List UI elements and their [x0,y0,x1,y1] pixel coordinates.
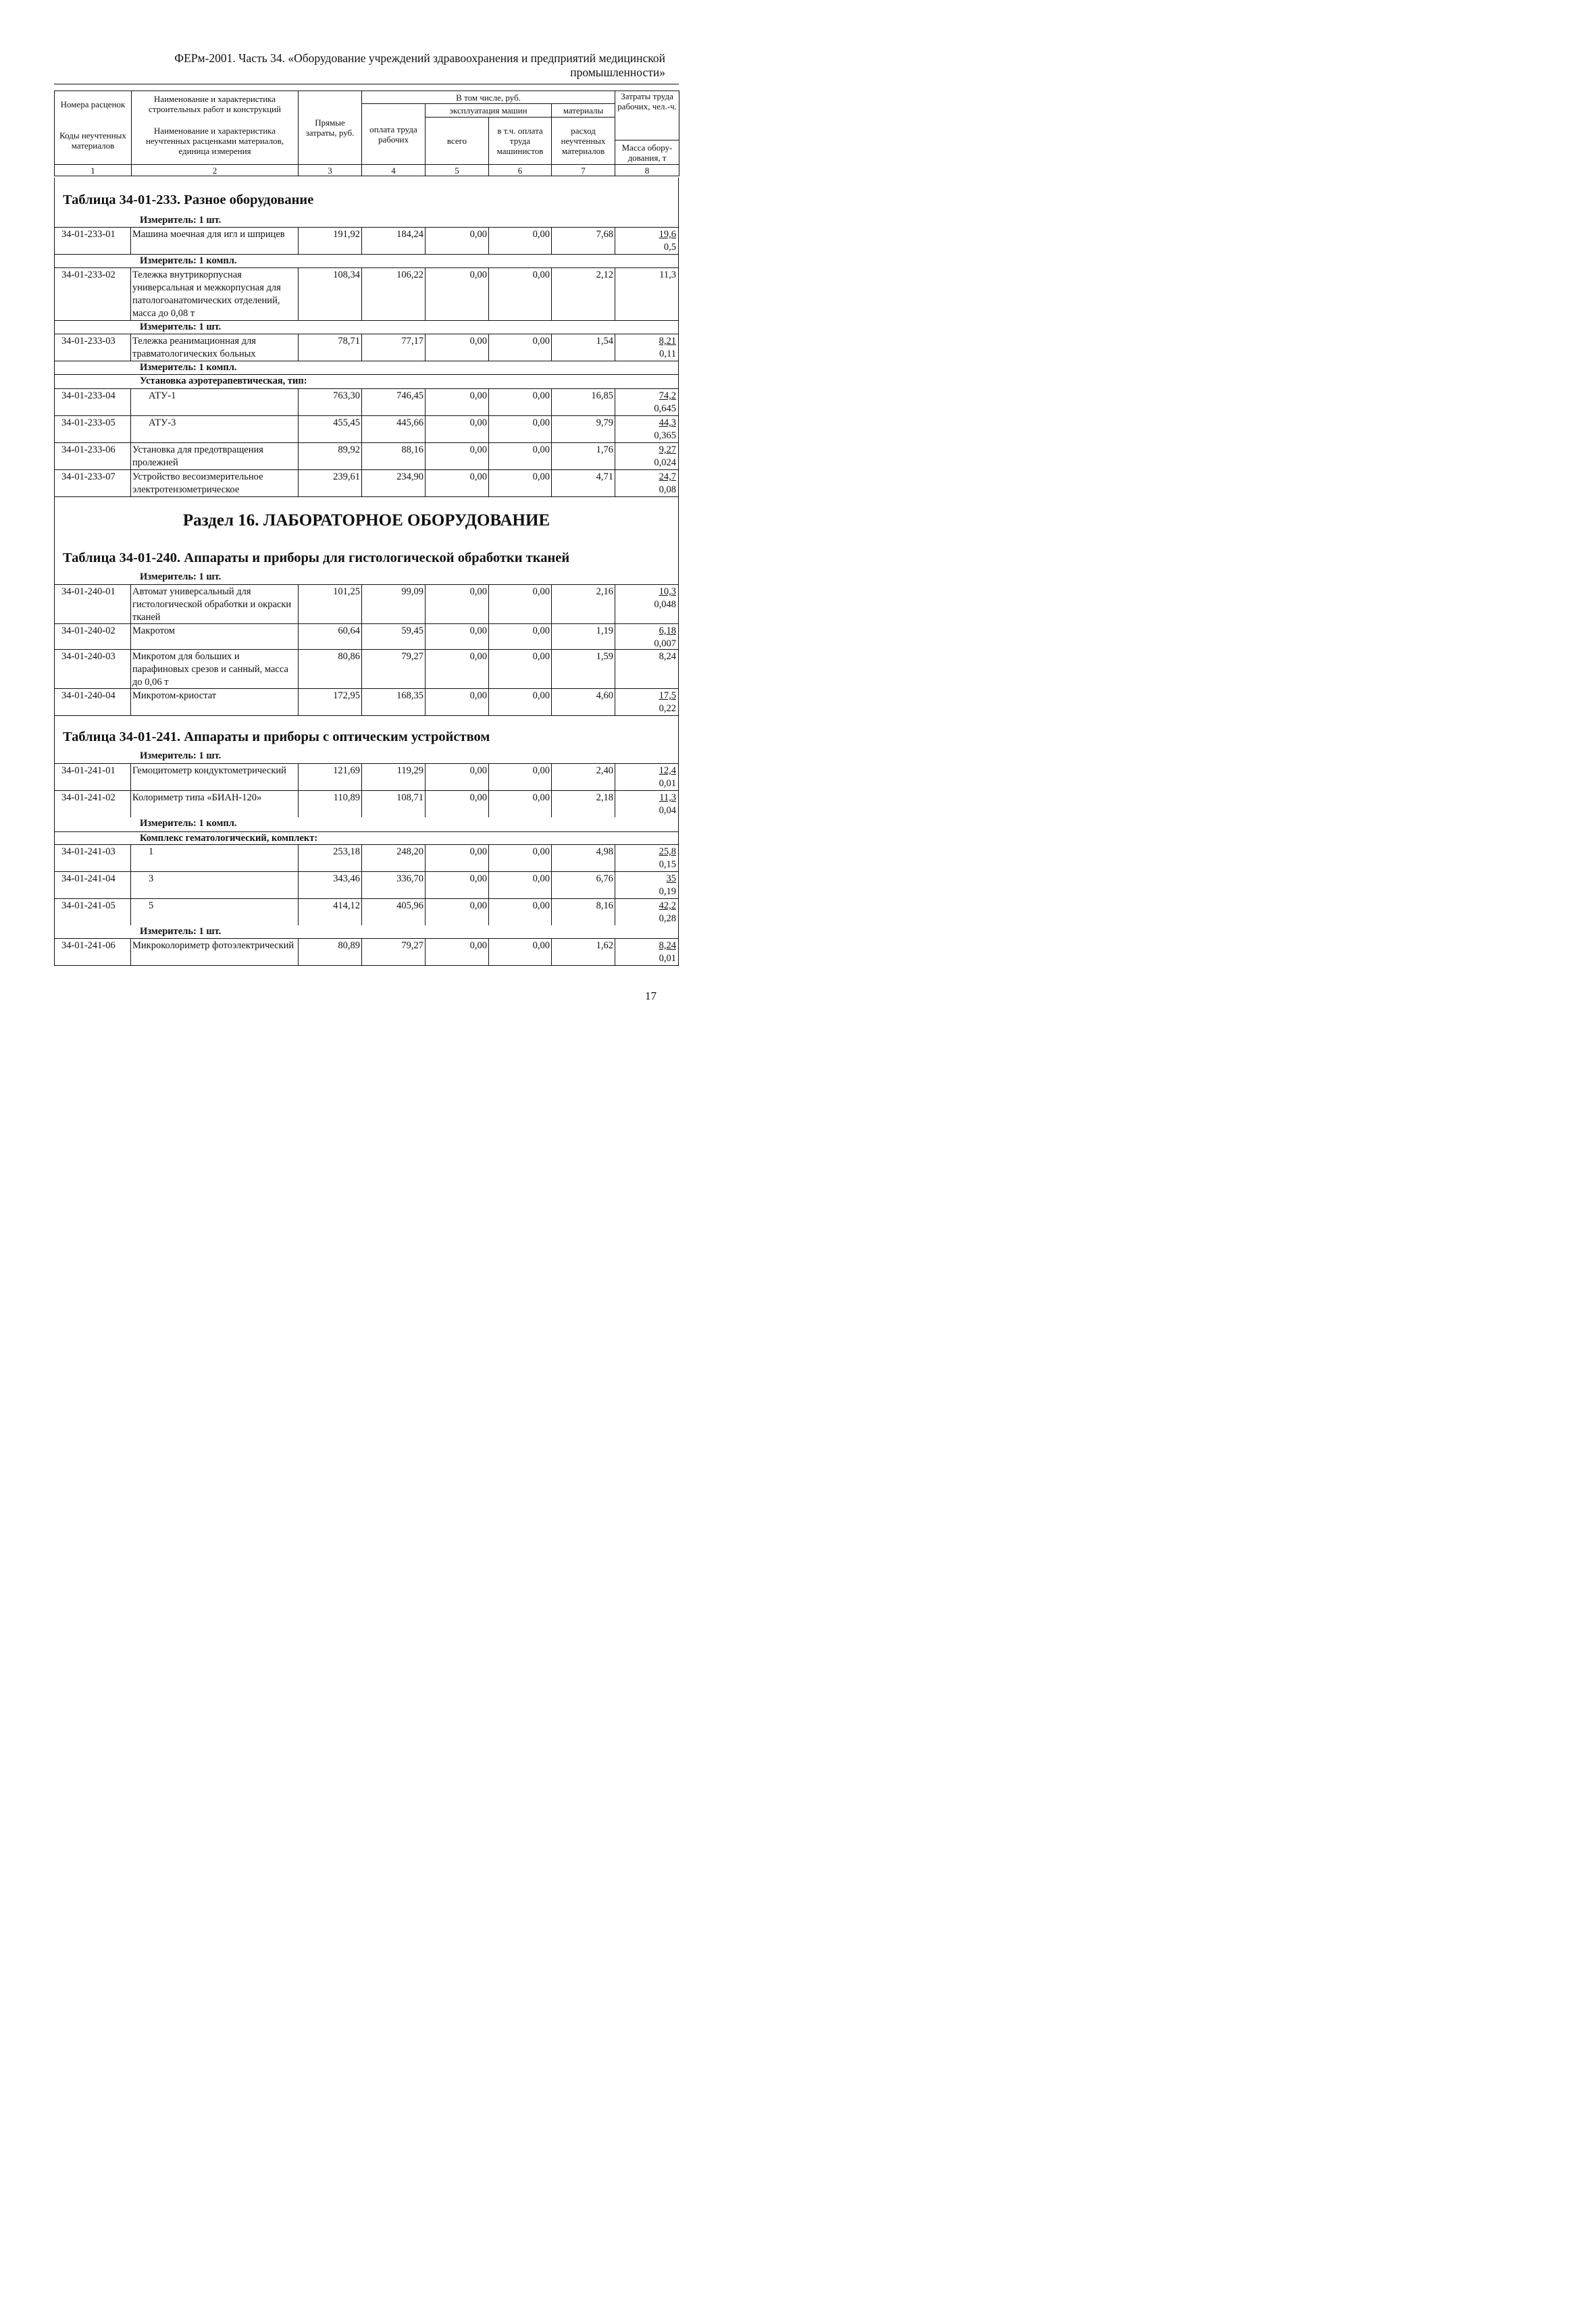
rate-code: 34-01-241-03 [55,845,131,871]
labor-hours: 35 [666,873,676,884]
material-cost: 6,76 [552,872,615,898]
col2-header-bottom: Наименование и характеристика неучтенных расценками материалов, единица измерения [132,118,299,165]
rate-code: 34-01-241-04 [55,872,131,898]
equipment-mass: 0,007 [654,638,676,649]
labor-cost: 99,09 [362,585,426,623]
equipment-mass: 0,08 [659,484,676,495]
equipment-mass: 0,5 [663,242,676,253]
material-cost: 2,18 [552,791,615,817]
equipment-mass: 0,28 [659,913,676,924]
machine-cost: 0,00 [426,939,489,965]
col-number: 8 [615,165,679,176]
labor-mass-cell [615,443,678,469]
operator-cost: 0,00 [489,624,552,649]
labor-hours: 25,8 [659,846,676,857]
operator-cost: 0,00 [489,416,552,442]
unit-label: Измеритель: 1 компл. [55,361,678,374]
labor-cost: 746,45 [362,389,426,415]
col2-header-top: Наименование и характеристика строительных работ и конструкций [132,91,299,118]
machine-cost: 0,00 [426,470,489,496]
rate-code: 34-01-233-01 [55,228,131,254]
col-number: 7 [552,165,615,176]
work-name: 3 [131,872,299,898]
labor-cost: 234,90 [362,470,426,496]
labor-mass-cell [615,470,678,496]
direct-cost: 89,92 [299,443,362,469]
labor-cost: 79,27 [362,650,426,688]
work-name: Макротом [131,624,299,649]
col-number: 5 [426,165,489,176]
table-row [55,388,678,415]
machines-header: эксплуатация машин [426,104,552,118]
col7-header: расход неучтенных материалов [552,118,615,165]
row-divider [55,496,678,497]
table-row [55,584,678,623]
labor-mass-cell [615,416,678,442]
direct-cost: 108,34 [299,268,362,320]
unit-label: Измеритель: 1 компл. [55,254,678,267]
unit-label: Измеритель: 1 шт. [140,926,222,937]
machine-cost: 0,00 [426,791,489,817]
equipment-mass: 0,19 [659,886,676,897]
col-number: 3 [299,165,362,176]
labor-hours: 24,7 [659,471,676,482]
work-name: Тележка внутрикорпусная универсальная и межкорпусная для патологоанатомических отделений, масса до 0,08 т [131,268,299,320]
direct-cost: 110,89 [299,791,362,817]
material-cost: 2,12 [552,268,615,320]
table-row [55,688,678,715]
labor-mass-cell [615,939,678,965]
machine-cost: 0,00 [426,899,489,925]
rate-code: 34-01-241-02 [55,791,131,817]
direct-cost: 80,86 [299,650,362,688]
col8-header-top: Затраты труда рабочих, чел.-ч. [615,91,679,140]
table-row [55,898,678,925]
operator-cost: 0,00 [489,585,552,623]
material-cost: 4,71 [552,470,615,496]
equipment-mass: 0,024 [654,457,676,468]
col-number: 4 [362,165,426,176]
direct-cost: 101,25 [299,585,362,623]
machine-cost: 0,00 [426,389,489,415]
work-name: Микротом-криостат [131,689,299,715]
direct-cost: 763,30 [299,389,362,415]
operator-cost: 0,00 [489,650,552,688]
machine-cost: 0,00 [426,650,489,688]
operator-cost: 0,00 [489,334,552,361]
labor-cost: 88,16 [362,443,426,469]
machine-cost: 0,00 [426,845,489,871]
labor-hours: 74,2 [659,390,676,401]
rate-code: 34-01-233-05 [55,416,131,442]
equipment-mass: 0,11 [659,349,676,359]
labor-hours: 9,27 [659,444,676,455]
operator-cost: 0,00 [489,268,552,320]
table-241-title: Таблица 34-01-241. Аппараты и приборы с оптическим устройством [63,729,490,744]
column-header-table [54,91,679,176]
material-cost: 1,59 [552,650,615,688]
material-cost: 2,40 [552,764,615,790]
table-row [55,469,678,496]
direct-cost: 121,69 [299,764,362,790]
labor-cost: 108,71 [362,791,426,817]
rate-code: 34-01-233-06 [55,443,131,469]
machine-cost: 0,00 [426,268,489,320]
labor-mass-cell [615,845,678,871]
machine-cost: 0,00 [426,443,489,469]
labor-mass-cell [615,872,678,898]
labor-cost: 59,45 [362,624,426,649]
labor-cost: 77,17 [362,334,426,361]
operator-cost: 0,00 [489,791,552,817]
labor-mass-cell [615,764,678,790]
material-cost: 1,19 [552,624,615,649]
work-name: 1 [131,845,299,871]
group-label: Комплекс гематологический, комплект: [55,831,678,845]
materials-header: материалы [552,104,615,118]
work-name: Микротом для больших и парафиновых срезов и санный, масса до 0,06 т [131,650,299,688]
operator-cost: 0,00 [489,939,552,965]
rate-code: 34-01-240-03 [55,650,131,688]
labor-mass-cell [615,650,678,688]
operator-cost: 0,00 [489,443,552,469]
rate-code: 34-01-241-05 [55,899,131,925]
col4-header: оплата труда рабочих [362,104,426,165]
direct-cost: 80,89 [299,939,362,965]
unit-label: Измеритель: 1 шт. [140,571,222,582]
direct-cost: 253,18 [299,845,362,871]
work-name: Автомат универсальный для гистологической обработки и окраски тканей [131,585,299,623]
labor-hours: 44,3 [659,417,676,428]
labor-hours: 19,6 [659,229,676,240]
labor-mass-cell [615,689,678,715]
table-row [55,790,678,817]
material-cost: 2,16 [552,585,615,623]
material-cost: 1,54 [552,334,615,361]
labor-hours: 8,24 [659,940,676,951]
work-name: Колориметр типа «БИАН-120» [131,791,299,817]
labor-cost: 405,96 [362,899,426,925]
labor-hours: 11,3 [659,792,676,803]
table-row [55,649,678,688]
material-cost: 9,79 [552,416,615,442]
material-cost: 4,98 [552,845,615,871]
machine-cost: 0,00 [426,624,489,649]
material-cost: 4,60 [552,689,615,715]
col3-header: Прямые затраты, руб. [299,91,362,165]
direct-cost: 239,61 [299,470,362,496]
operator-cost: 0,00 [489,470,552,496]
material-cost: 7,68 [552,228,615,254]
labor-hours: 8,21 [659,336,676,346]
col5-header: всего [426,118,489,165]
machine-cost: 0,00 [426,228,489,254]
rate-code: 34-01-233-04 [55,389,131,415]
work-name: Гемоцитометр кондуктометрический [131,764,299,790]
equipment-mass: 0,645 [654,403,676,414]
equipment-mass: 0,15 [659,859,676,870]
work-name: Установка для предотвращения пролежней [131,443,299,469]
operator-cost: 0,00 [489,764,552,790]
unit-label: Измеритель: 1 шт. [55,320,678,334]
direct-cost: 60,64 [299,624,362,649]
col-number: 1 [55,165,132,176]
labor-cost: 336,70 [362,872,426,898]
rate-code: 34-01-240-01 [55,585,131,623]
table-row [55,227,678,254]
including-header: В том числе, руб. [362,91,615,104]
labor-hours: 12,4 [659,765,676,776]
operator-cost: 0,00 [489,872,552,898]
table-row [55,844,678,871]
rate-code: 34-01-241-01 [55,764,131,790]
direct-cost: 78,71 [299,334,362,361]
equipment-mass: 0,04 [659,805,676,816]
operator-cost: 0,00 [489,899,552,925]
table-row [55,334,678,361]
work-name: Машина моечная для игл и шприцев [131,228,299,254]
table-row [55,415,678,442]
machine-cost: 0,00 [426,334,489,361]
labor-hours: 6,18 [659,625,676,636]
labor-mass-cell [615,624,678,649]
work-name: Микроколориметр фотоэлектрический [131,939,299,965]
direct-cost: 455,45 [299,416,362,442]
table-row [55,442,678,469]
unit-label: Измеритель: 1 шт. [140,215,222,226]
table-233-title: Таблица 34-01-233. Разное оборудование [63,192,314,207]
labor-cost: 184,24 [362,228,426,254]
direct-cost: 191,92 [299,228,362,254]
machine-cost: 0,00 [426,872,489,898]
labor-cost: 79,27 [362,939,426,965]
equipment-mass: 0,01 [659,778,676,789]
operator-cost: 0,00 [489,689,552,715]
labor-hours: 42,2 [659,900,676,911]
labor-mass-cell [615,389,678,415]
unit-label: Измеритель: 1 компл. [140,818,237,829]
labor-mass-cell [615,334,678,361]
operator-cost: 0,00 [489,228,552,254]
material-cost: 8,16 [552,899,615,925]
direct-cost: 172,95 [299,689,362,715]
material-cost: 1,76 [552,443,615,469]
col1-header-bottom: Коды неучтенных материалов [55,118,132,165]
row-divider [55,715,678,716]
material-cost: 1,62 [552,939,615,965]
table-row [55,763,678,790]
machine-cost: 0,00 [426,764,489,790]
table-row [55,267,678,320]
labor-hours: 17,5 [659,690,676,701]
group-label: Установка аэротерапевтическая, тип: [55,374,678,388]
table-body [54,178,679,966]
work-name: АТУ-3 [131,416,299,442]
equipment-mass: 0,01 [659,953,676,964]
direct-cost: 414,12 [299,899,362,925]
labor-cost: 168,35 [362,689,426,715]
machine-cost: 0,00 [426,689,489,715]
header-line-2: промышленности» [570,66,665,79]
equipment-mass: 0,365 [654,430,676,441]
labor-cost: 248,20 [362,845,426,871]
equipment-mass: 0,22 [659,703,676,714]
labor-mass-cell [615,228,678,254]
col-number: 2 [132,165,299,176]
unit-label: Измеритель: 1 шт. [140,750,222,761]
rate-code: 34-01-240-04 [55,689,131,715]
direct-cost: 343,46 [299,872,362,898]
work-name: АТУ-1 [131,389,299,415]
col8-header-bottom: Масса обору-дования, т [615,140,679,165]
rate-code: 34-01-233-03 [55,334,131,361]
labor-mass-cell [615,899,678,925]
labor-cost: 445,66 [362,416,426,442]
page-number: 17 [645,989,657,1002]
rate-code: 34-01-233-07 [55,470,131,496]
rate-code: 34-01-233-02 [55,268,131,320]
rate-code: 34-01-240-02 [55,624,131,649]
table-row [55,938,678,965]
table-row [55,623,678,649]
work-name: 5 [131,899,299,925]
col1-header-top: Номера расценок [55,91,132,118]
labor-mass-cell [615,585,678,623]
header-line-1: ФЕРм-2001. Часть 34. «Оборудование учреждений здравоохранения и предприятий медицинской [174,51,665,65]
rate-code: 34-01-241-06 [55,939,131,965]
labor-mass-cell [615,791,678,817]
work-name: Тележка реанимационная для травматологических больных [131,334,299,361]
labor-hours: 8,24 [659,651,676,662]
material-cost: 16,85 [552,389,615,415]
table-240-title: Таблица 34-01-240. Аппараты и приборы для гистологической обработки тканей [63,550,570,565]
machine-cost: 0,00 [426,416,489,442]
section-title: Раздел 16. ЛАБОРАТОРНОЕ ОБОРУДОВАНИЕ [182,511,550,530]
col-number: 6 [489,165,552,176]
labor-mass-cell [615,268,678,320]
work-name: Устройство весоизмерительное электротензометрическое [131,470,299,496]
labor-cost: 106,22 [362,268,426,320]
equipment-mass: 0,048 [654,599,676,610]
labor-cost: 119,29 [362,764,426,790]
operator-cost: 0,00 [489,389,552,415]
running-header [115,51,665,80]
machine-cost: 0,00 [426,585,489,623]
labor-hours: 10,3 [659,586,676,597]
operator-cost: 0,00 [489,845,552,871]
table-row [55,871,678,898]
labor-hours: 11,3 [659,269,676,280]
col6-header: в т.ч. оплата труда машинистов [489,118,552,165]
